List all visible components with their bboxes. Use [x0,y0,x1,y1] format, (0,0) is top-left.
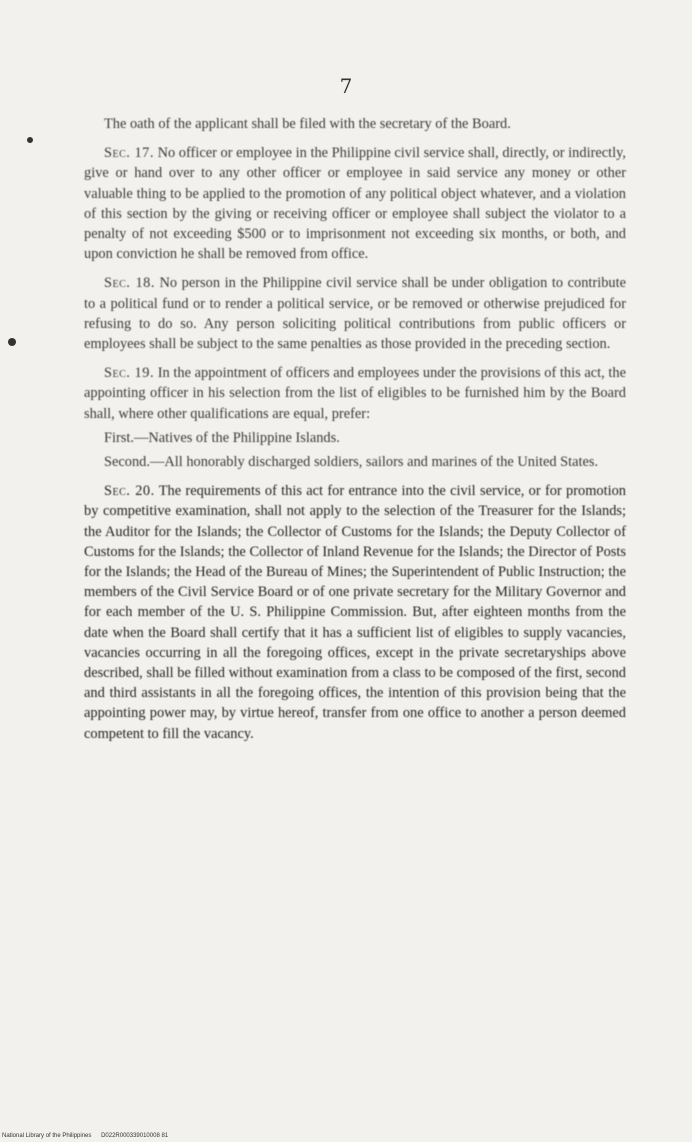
footer-identifier: D022R000339010008 81 [101,1133,169,1139]
margin-bullet-mark [27,137,33,143]
paragraph-text: No officer or employee in the Philippine civil service shall, directly, or indirectly, give or hand over to any other officer or employee in said service any money or other valuable thing to be applied to the promotion of any political object whatever, and a violation of this section by the giving or receiving officer or employee shall subject the violator to a penalty of not exceeding $500 or to imprisonment not exceeding six months, or both, and upon conviction he shall be removed from office. [84,145,626,263]
margin-bullet-mark [8,338,16,346]
paragraph-text: First.—Natives of the Philippine Islands. [104,429,340,446]
paragraph-sec-19 [84,363,626,424]
body-text [84,114,626,753]
paragraph-sec-18 [84,273,626,354]
section-label: Sec. 19. [104,365,155,382]
paragraph-sec-20 [84,481,626,744]
paragraph-second-preference [84,452,626,472]
paragraph-text: In the appointment of officers and employees under the provisions of this act, the appointing officer in his selection from the list of eligibles to be furnished him by the Board shall, where other qualifications are equal, prefer: [84,365,626,422]
paragraph-oath [84,114,626,134]
paragraph-text: No person in the Philippine civil service shall be under obligation to contribute to a political fund or to render a political service, or be removed or otherwise prejudiced for refusing to do so. Any person soliciting political contributions from public officers or employees shall be subject to the same penalties as those provided in the preceding section. [84,275,626,353]
section-label: Sec. 20. [104,483,155,500]
footer-library: National Library of the Philippines [2,1133,92,1139]
paragraph-sec-17 [84,143,626,264]
section-label: Sec. 17. [104,145,154,162]
scan-footer [2,1133,176,1139]
paragraph-text: The oath of the applicant shall be filed with the secretary of the Board. [104,116,511,132]
paragraph-text: The requirements of this act for entrance into the civil service, or for promotion by competitive examination, shall not apply to the selection of the Treasurer for the Islands; the Auditor for the Islands; the Collector of Customs for the Islands; the Deputy Collector of Customs for the Islands; the Collector of Inland Revenue for the Islands; the Director of Posts for the Islands; the Head of the Bureau of Mines; the Superintendent of Public Instruction; the members of the Civil Service Board or of one private secretary for the Military Governor and for each member of the U. S. Philippine Commission. But, after eighteen months from the date when the Board shall certify that it has a sufficient list of eligibles to supply vacancies, vacancies occurring in all the foregoing offices, except in the private secretaryships above described, shall be filled without examination from a class to be composed of the first, second and third assistants in all the foregoing offices, the intention of this provision being that the appointing power may, by virtue hereof, transfer from one office to another a person deemed competent to fill the vacancy. [84,483,626,742]
paragraph-first-preference [84,428,626,448]
section-label: Sec. 18. [104,275,155,292]
paragraph-text: Second.—All honorably discharged soldiers, sailors and marines of the United States. [104,454,599,471]
page-number: 7 [339,74,353,98]
